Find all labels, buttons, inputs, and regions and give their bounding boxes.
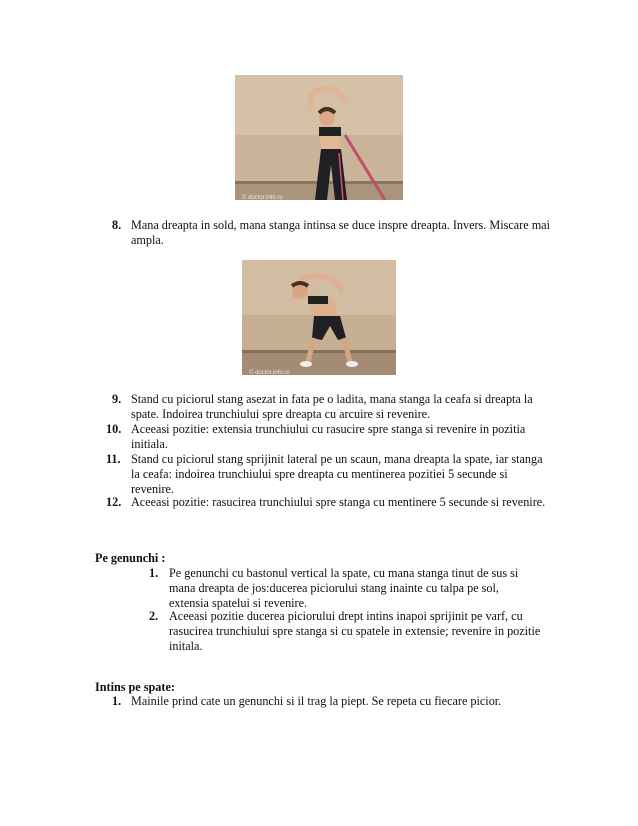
list-item-text: Mana dreapta in sold, mana stanga intinsa se duce inspre dreapta. Invers. Miscare mai ampla.: [131, 218, 550, 247]
list-item-number: 12.: [106, 495, 122, 509]
list-item-text: Stand cu piciorul stang asezat in fata pe o ladita, mana stanga la ceafa si dreapta la spate. Indoirea trunchiului spre dreapta cu arcuire si revenire.: [131, 392, 533, 421]
list-item-text: Mainile prind cate un genunchi si il trag la piept. Se repeta cu fiecare picior.: [131, 694, 502, 708]
exercise-photo-2: [242, 260, 396, 375]
photo-watermark: © doctor.info.ro: [249, 370, 290, 375]
list-item-number: 9.: [112, 392, 122, 406]
list-item-text: Aceeasi pozitie ducerea piciorului drept intins inapoi sprijinit pe varf, cu rasucirea trunchiului spre stanga si cu spatele in extensie; revenire in pozitie initala.: [169, 609, 541, 653]
list-item-number: 1.: [149, 566, 159, 580]
section-heading-spate: Intins pe spate:: [95, 680, 175, 694]
list-item-text: Aceeasi pozitie: rasucirea trunchiului spre stanga cu mentinere 5 secunde si revenire.: [131, 495, 546, 509]
list-item-number: 8.: [112, 218, 122, 232]
section-heading-genunchi: Pe genunchi :: [95, 551, 166, 565]
photo-watermark: © doctor.info.ro: [242, 195, 283, 200]
list-item-number: 10.: [106, 422, 122, 436]
list-item-number: 11.: [106, 452, 121, 466]
list-item-number: 1.: [112, 694, 122, 708]
list-item-text: Stand cu piciorul stang sprijinit lateral pe un scaun, mana dreapta la spate, iar stanga la ceafa: indoirea trunchiului spre dreapta cu mentinerea pozitiei 5 secunde si revenire.: [131, 452, 543, 496]
list-item-text: Pe genunchi cu bastonul vertical la spate, cu mana stanga tinut de sus si mana dreapta de jos:ducerea piciorului stang inainte cu talpa pe sol, extensia spatelui si revenire.: [169, 566, 519, 610]
list-item-text: Aceeasi pozitie: extensia trunchiului cu rasucire spre stanga si revenire in pozitia initiala.: [131, 422, 526, 451]
exercise-photo-1: [235, 75, 403, 200]
list-item-number: 2.: [149, 609, 159, 623]
